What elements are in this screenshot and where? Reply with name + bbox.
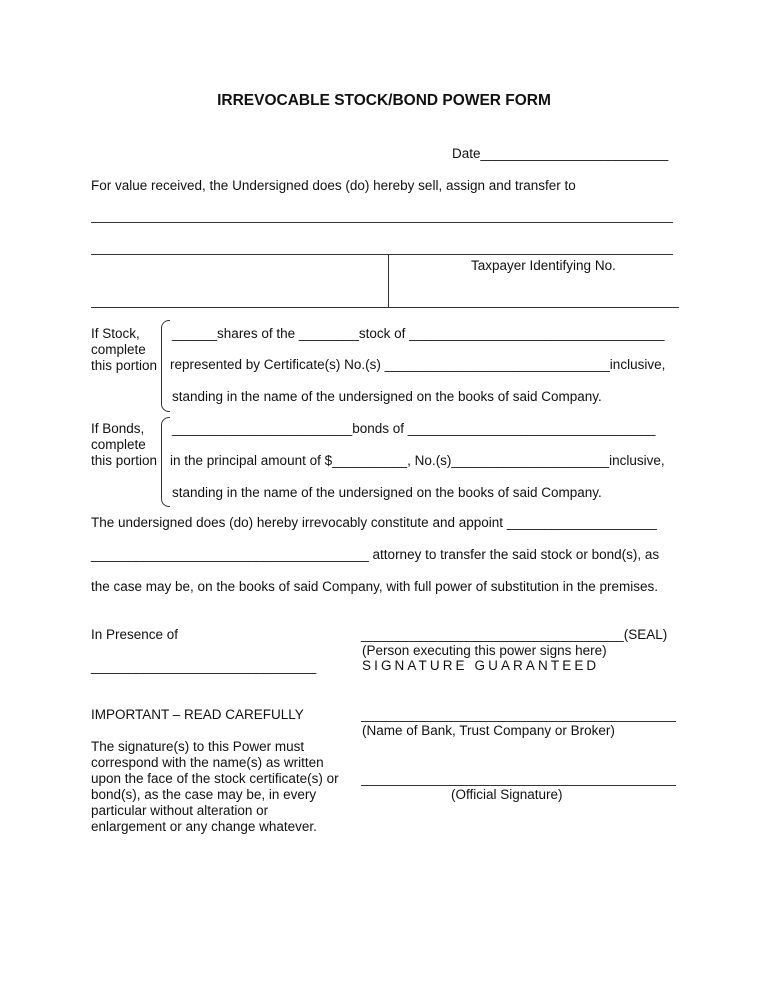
bonds-line-1[interactable]: ________________________bonds of _________________________________ (172, 421, 656, 436)
bonds-brace (161, 417, 170, 507)
transferee-line-1[interactable] (91, 222, 673, 223)
person-caption: (Person executing this power signs here) (362, 643, 607, 658)
bonds-line-2[interactable]: in the principal amount of $__________, No.(s)_____________________inclusive, (170, 453, 665, 468)
seal-signature-line[interactable]: ___________________________________(SEAL) (361, 627, 668, 642)
in-presence-label: In Presence of (91, 627, 179, 642)
taxpayer-divider (388, 254, 389, 308)
taxpayer-label: Taxpayer Identifying No. (471, 258, 616, 273)
appoint-line-1[interactable]: The undersigned does (do) hereby irrevocably constitute and appoint ____________________ (91, 515, 657, 530)
official-caption: (Official Signature) (451, 787, 563, 802)
stock-portion-label: If Stock, complete this portion (91, 326, 158, 373)
bonds-line-3: standing in the name of the undersigned on the books of said Company. (172, 485, 602, 500)
official-signature-line[interactable] (361, 785, 676, 786)
bank-signature-line[interactable] (361, 721, 676, 722)
important-text: The signature(s) to this Power must correspond with the name(s) as written upon the face of the stock certificate(s) or bond(s), as the case may be, in every particular without alteration or enlargement or any change whatever. (91, 739, 339, 834)
stock-brace (161, 320, 170, 412)
intro-text: For value received, the Undersigned does (do) hereby sell, assign and transfer to (91, 178, 576, 193)
bonds-portion-label: If Bonds, complete this portion (91, 421, 158, 468)
date-field[interactable]: Date_________________________ (452, 146, 669, 161)
page-title: IRREVOCABLE STOCK/BOND POWER FORM (217, 92, 551, 109)
stock-line-2[interactable]: represented by Certificate(s) No.(s) ______________________________inclusive, (170, 357, 666, 372)
important-heading: IMPORTANT – READ CAREFULLY (91, 707, 304, 722)
transferee-line-2[interactable] (91, 254, 673, 255)
signature-guaranteed: SIGNATURE GUARANTEED (362, 658, 600, 673)
appoint-line-2[interactable]: _____________________________________ attorney to transfer the said stock or bond(s), as (91, 547, 660, 562)
appoint-line-3: the case may be, on the books of said Company, with full power of substitution in the premises. (91, 579, 659, 594)
bank-caption: (Name of Bank, Trust Company or Broker) (362, 723, 615, 738)
stock-line-3: standing in the name of the undersigned on the books of said Company. (172, 389, 602, 404)
stock-line-1[interactable]: ______shares of the ________stock of __________________________________ (172, 326, 665, 341)
witness-signature-line[interactable]: ______________________________ (91, 659, 317, 674)
taxpayer-bottom-line[interactable] (91, 307, 679, 308)
